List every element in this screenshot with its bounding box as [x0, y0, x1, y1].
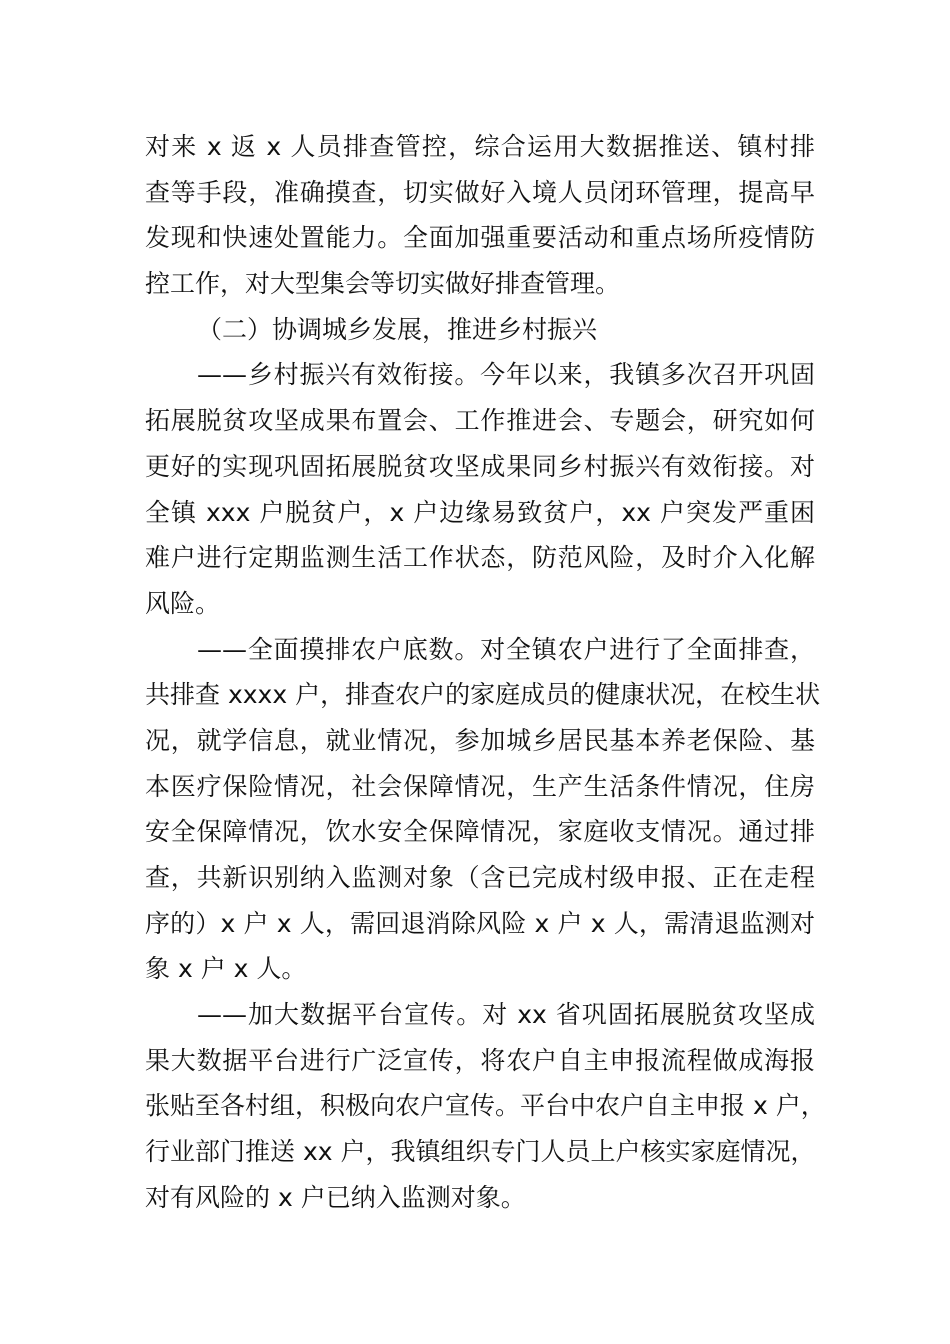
text-line: 共排查 xxxx 户，排查农户的家庭成员的健康状况，在校生状: [145, 680, 821, 710]
text-line: 行业部门推送 xx 户，我镇组织专门人员上户核实家庭情况，: [145, 1137, 816, 1167]
paragraph-first-line: ——加大数据平台宣传。对 xx 省巩固拓展脱贫攻坚成: [197, 1000, 815, 1030]
paragraph-first-line: ——乡村振兴有效衔接。今年以来，我镇多次召开巩固: [197, 360, 815, 390]
text-line: 更好的实现巩固拓展脱贫攻坚成果同乡村振兴有效衔接。对: [145, 451, 815, 481]
text-line: 对有风险的 x 户已纳入监测对象。: [145, 1182, 526, 1212]
text-line: 风险。: [145, 588, 221, 618]
text-line: 安全保障情况，饮水安全保障情况，家庭收支情况。通过排: [145, 817, 815, 847]
document-body: [145, 124, 826, 1221]
text-line: 难户进行定期监测生活工作状态，防范风险，及时介入化解: [145, 543, 815, 573]
text-line: 序的）x 户 x 人，需回退消除风险 x 户 x 人，需清退监测对: [145, 908, 815, 938]
text-line: 况，就学信息，就业情况，参加城乡居民基本养老保险、基: [145, 725, 815, 755]
text-line: 查，共新识别纳入监测对象（含已完成村级申报、正在走程: [145, 863, 815, 892]
text-line: 对来 x 返 x 人员排查管控，综合运用大数据推送、镇村排: [145, 132, 815, 161]
text-line: 张贴至各村组，积极向农户宣传。平台中农户自主申报 x 户，: [145, 1091, 826, 1121]
text-line: 全镇 xxx 户脱贫户，x 户边缘易致贫户，xx 户突发严重困: [145, 497, 815, 527]
text-line: 控工作，对大型集会等切实做好排查管理。: [145, 269, 621, 299]
text-line: 本医疗保险情况，社会保障情况，生产生活条件情况，住房: [145, 771, 815, 801]
paragraph-first-line: （二）协调城乡发展，推进乡村振兴: [197, 314, 598, 344]
text-line: 拓展脱贫攻坚成果布置会、工作推进会、专题会，研究如何: [145, 406, 815, 436]
paragraph-first-line: ——全面摸排农户底数。对全镇农户进行了全面排查，: [197, 634, 815, 664]
text-line: 象 x 户 x 人。: [145, 954, 307, 984]
text-line: 查等手段，准确摸查，切实做好入境人员闭环管理，提高早: [145, 177, 815, 207]
text-line: 果大数据平台进行广泛宣传，将农户自主申报流程做成海报: [145, 1045, 815, 1075]
text-line: 发现和快速处置能力。全面加强重要活动和重点场所疫情防: [145, 223, 815, 253]
